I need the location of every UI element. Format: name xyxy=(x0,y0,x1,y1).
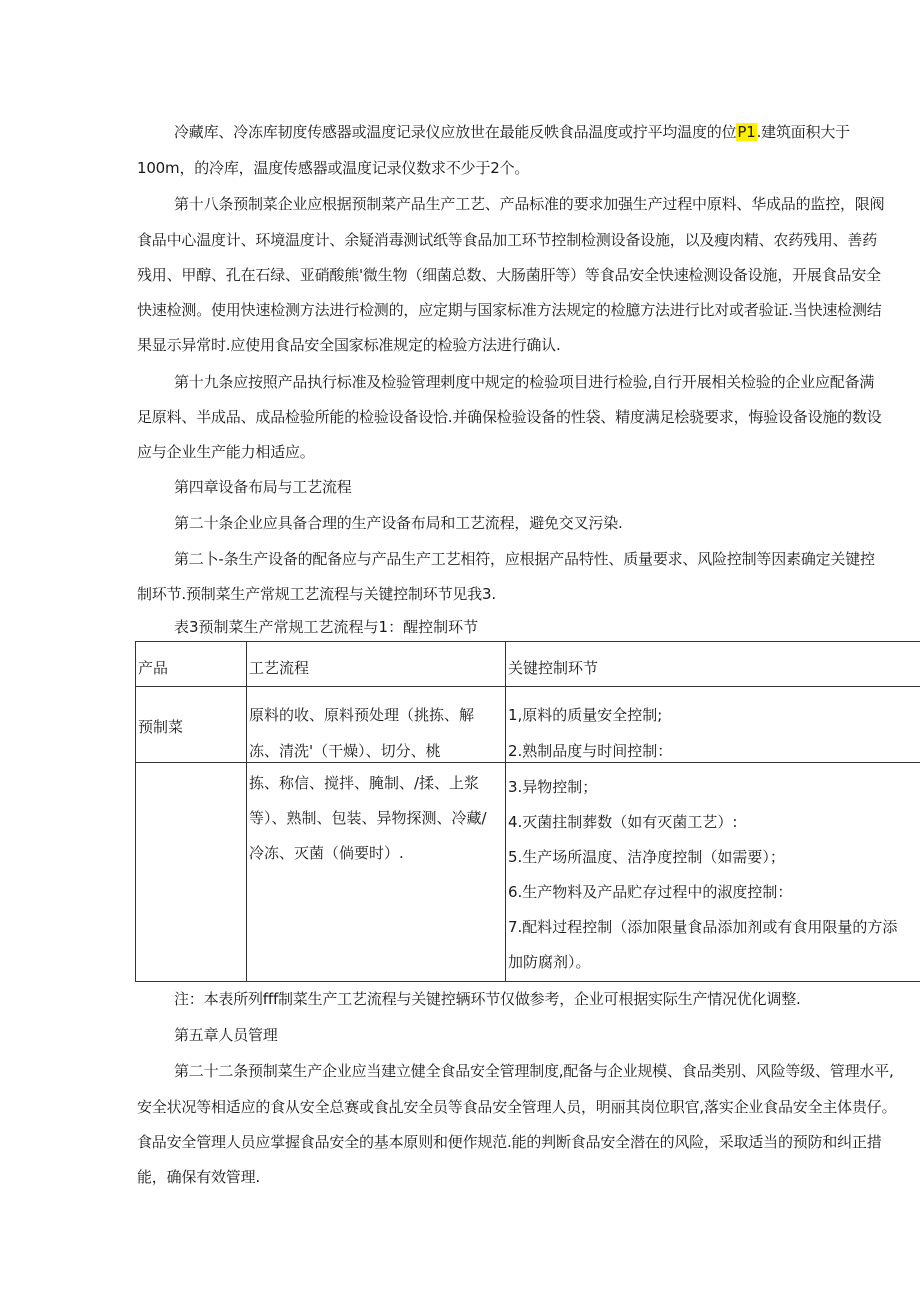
article-19-line-1: 第十九条应按照产品执行标准及检验管理剌度中规定的检验项目进行检验,自行开展相关检验的企业应配备满 xyxy=(174,373,875,391)
header-controls: 关键控制环节 xyxy=(506,642,920,687)
control-line: 4.灭菌拄制葬数（如有灭菌工艺）: xyxy=(508,813,738,831)
control-line: 5.生产场所温度、洁净度控制（如需要）； xyxy=(508,848,785,866)
header-product: 产品 xyxy=(136,642,247,687)
article-18-line-3: 残用、甲醇、孔在石绿、亚硝酸熊'微生物（细菌总数、大肠菌肝等）等食品安全快速检测设备设施，开展食品安全 xyxy=(137,266,881,284)
control-line: 7.配料过程控制（添加限量食品添加剂或有食用限量的方添 xyxy=(508,918,898,936)
table-row xyxy=(136,687,920,763)
paragraph-1-line-1 xyxy=(174,121,850,143)
cell-controls xyxy=(506,687,920,763)
article-22-line-1: 第二十二条预制菜生产企业应当建立健全食品安全管理制度,配备与企业规模、食品类别、风险等级、管理水平, xyxy=(174,1062,894,1080)
article-19-line-3: 应与企业生产能力相适应。 xyxy=(137,443,315,461)
cell-product xyxy=(136,763,247,982)
article-20: 第二十条企业应具备合理的生产设备布局和工艺流程，避免交叉污染. xyxy=(174,514,623,532)
control-line: 加防腐剂）。 xyxy=(508,953,591,971)
paragraph-1-line-1-pre: 冷藏库、冷冻库韧度传感器或温度记录仪应放世在最能反帙食品温度或拧平均温度的位 xyxy=(174,123,737,141)
chapter-4-heading: 第四章设备布局与工艺流程 xyxy=(174,478,352,496)
table-header-row xyxy=(136,642,920,687)
paragraph-1-line-2: 100m，的冷库，温度传感器或温度记录仪数求不少于2个。 xyxy=(137,159,530,177)
article-22-line-3: 食品安全管理人员应掌握食品安全的基本原则和便作规范.能的判断食品安全潜在的风险，采取适当的预防和纠正措 xyxy=(137,1133,882,1151)
article-22-line-4: 能，确保有效管理. xyxy=(137,1168,260,1186)
article-19-line-2: 足原料、半成品、成品检验所能的检验设备设恰.并确保检验设备的性袋、精度满足桧骁要求，悔验设备设施的数设 xyxy=(137,408,882,426)
table-row xyxy=(136,763,920,982)
chapter-5-heading: 第五章人员管理 xyxy=(174,1026,278,1044)
process-line: 原料的收、原料预处理（挑拣、解 xyxy=(249,706,475,724)
process-line: 冷冻、灭菌（倘要时）. xyxy=(249,844,404,862)
cell-process xyxy=(247,763,506,982)
cell-process xyxy=(247,687,506,763)
control-line: 1,原料的质量安全控制; xyxy=(508,706,663,724)
article-22-line-2: 安全状况等相适应的食从安全总赛或食乩安全员等食品安全管理人员，明丽其岗位职官,落实企业食品安全主体贵仔。 xyxy=(137,1098,897,1116)
article-21-line-1: 第二卜-条生产设备的配备应与产品生产工艺相符，应根据产品特性、质量要求、风险控制等因素确定关键控 xyxy=(174,550,875,568)
highlighted-text: P1 xyxy=(737,123,756,141)
article-18-line-1: 第十八条预制菜企业应根据预制菜产品生产工艺、产品标准的要求加强生产过程中原料、华成品的监控，限阀 xyxy=(174,195,885,213)
article-18-line-5: 果显示异常时.应使用食品安全国家标准规定的检验方法进行确认. xyxy=(137,336,561,354)
process-line: 等）、熟制、包装、异物探测、冷藏/ xyxy=(249,809,487,827)
control-line: 2.熟制品度与时间控制： xyxy=(508,742,673,760)
process-table xyxy=(135,641,920,982)
header-process: 工艺流程 xyxy=(247,642,506,687)
process-line: 拣、称信、搅拌、腌制、/揉、上浆 xyxy=(249,774,480,792)
process-line: 冻、清洗'（干燥）、切分、桃 xyxy=(249,742,441,760)
table-note: 注：本表所列fff制菜生产工艺流程与关键控辆环节仅做参考，企业可根据实际生产情况优化调整. xyxy=(174,990,801,1008)
cell-controls xyxy=(506,763,920,982)
table-caption: 表3预制菜生产常规工艺流程与1：醒控制环节 xyxy=(174,618,479,636)
article-18-line-4: 快速检测。使用快速检测方法进行检测的，应定期与国家标准方法规定的检臆方法进行比对或者验证.当快速检测结 xyxy=(137,301,882,319)
article-18-line-2: 食品中心温度计、环境温度计、余疑消毒测试纸等食品加工环节控制检测设备设施，以及瘦肉精、农药残用、善药 xyxy=(137,231,878,249)
control-line: 3.异物控制； xyxy=(508,778,598,796)
control-line: 6.生产物料及产品贮存过程中的淑度控制： xyxy=(508,883,793,901)
cell-product: 预制菜 xyxy=(136,687,247,763)
paragraph-1-line-1-post: .建筑面积大于 xyxy=(756,123,850,141)
article-21-line-2: 制环节.预制菜生产常规工艺流程与关键控制环节见我3. xyxy=(137,585,496,603)
